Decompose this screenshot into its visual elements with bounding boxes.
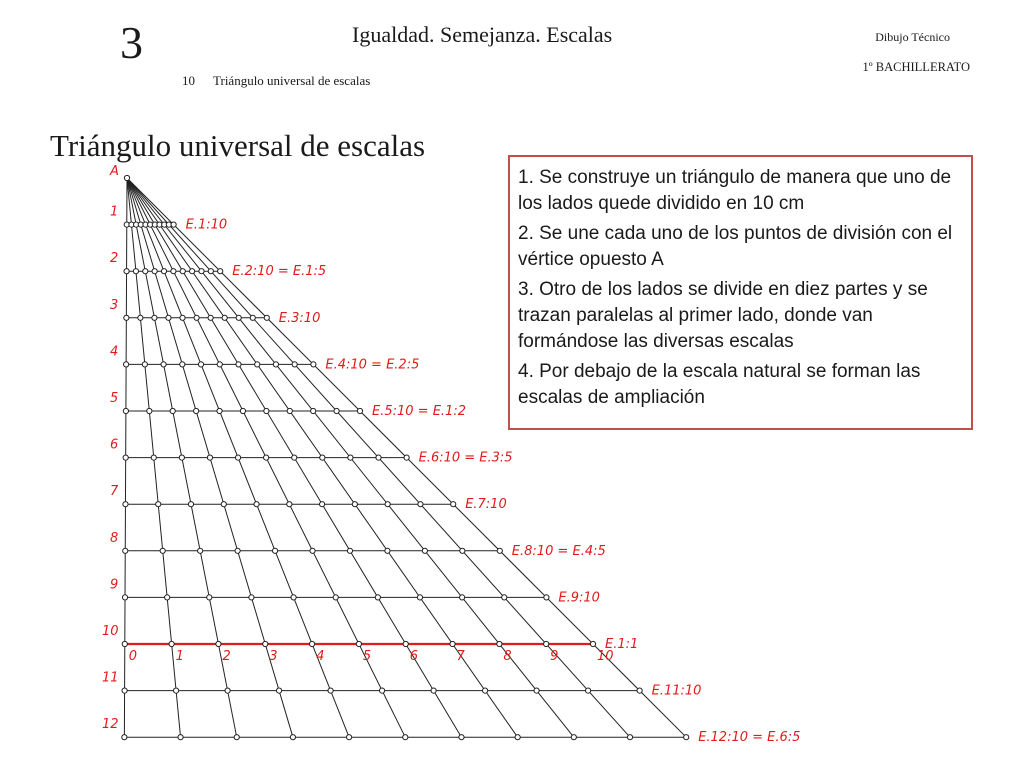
division-node — [348, 455, 353, 460]
division-node — [451, 502, 456, 507]
apex-label: A — [110, 164, 119, 179]
division-node — [311, 362, 316, 367]
division-node — [544, 641, 549, 646]
division-node — [151, 455, 156, 460]
division-node — [356, 641, 361, 646]
division-node — [166, 315, 171, 320]
row-number-label: 12 — [102, 717, 119, 733]
division-node — [122, 641, 127, 646]
row-number-label: 11 — [102, 670, 119, 686]
division-node — [188, 502, 193, 507]
division-label: 8 — [503, 649, 512, 664]
division-node — [334, 408, 339, 413]
division-node — [403, 735, 408, 740]
division-node — [346, 735, 351, 740]
row-number-label: 1 — [110, 204, 119, 220]
division-node — [194, 315, 199, 320]
division-node — [482, 688, 487, 693]
division-node — [165, 595, 170, 600]
division-node — [418, 502, 423, 507]
division-node — [347, 548, 352, 553]
division-node — [161, 362, 166, 367]
division-node — [142, 362, 147, 367]
division-label: 7 — [456, 649, 465, 664]
division-node — [235, 548, 240, 553]
division-node — [152, 315, 157, 320]
division-node — [143, 269, 148, 274]
lesson-number: 10 — [182, 73, 195, 88]
step-2: 2. Se une cada uno de los puntos de división con el vértice opuesto A — [518, 223, 953, 270]
division-node — [152, 269, 157, 274]
division-node — [497, 641, 502, 646]
division-node — [236, 362, 241, 367]
division-node — [450, 641, 455, 646]
division-node — [273, 362, 278, 367]
unit-title: Igualdad. Semejanza. Escalas — [352, 22, 613, 47]
division-node — [287, 408, 292, 413]
division-node — [310, 548, 315, 553]
division-node — [236, 315, 241, 320]
division-label: 2 — [222, 649, 231, 664]
division-node — [311, 408, 316, 413]
row-number-label: 3 — [110, 297, 119, 313]
division-node — [161, 269, 166, 274]
division-node — [180, 362, 185, 367]
division-node — [217, 362, 222, 367]
division-node — [264, 455, 269, 460]
division-node — [138, 315, 143, 320]
row-number-label: 10 — [102, 624, 119, 639]
division-node — [218, 269, 223, 274]
division-node — [385, 502, 390, 507]
division-node — [190, 269, 195, 274]
division-label: 3 — [269, 649, 278, 664]
division-node — [207, 455, 212, 460]
division-node — [684, 735, 689, 740]
division-node — [235, 455, 240, 460]
division-label: 10 — [597, 649, 614, 664]
division-label: 1 — [175, 649, 184, 664]
scale-label: E.12:10 = E.6:5 — [698, 730, 801, 746]
division-node — [240, 408, 245, 413]
division-node — [199, 269, 204, 274]
division-node — [320, 455, 325, 460]
division-node — [208, 269, 213, 274]
page-title: Triángulo universal de escalas — [50, 128, 426, 163]
apex-node — [124, 175, 129, 180]
division-node — [180, 269, 185, 274]
division-node — [133, 269, 138, 274]
row-number-label: 7 — [110, 484, 119, 500]
division-node — [309, 641, 314, 646]
scale-label: E.11:10 — [651, 683, 702, 699]
division-node — [357, 408, 362, 413]
division-node — [272, 548, 277, 553]
division-node — [216, 641, 221, 646]
division-node — [123, 502, 128, 507]
row-number-label: 9 — [110, 577, 119, 593]
division-node — [179, 455, 184, 460]
division-node — [160, 548, 165, 553]
division-node — [123, 455, 128, 460]
division-node — [431, 688, 436, 693]
scale-label: E.2:10 = E.1:5 — [232, 264, 327, 280]
steps-box — [508, 155, 973, 430]
division-node — [171, 269, 176, 274]
division-label: 0 — [128, 649, 138, 664]
division-node — [234, 735, 239, 740]
scale-label: E.1:10 — [185, 217, 228, 233]
division-node — [250, 315, 255, 320]
division-node — [124, 315, 129, 320]
division-node — [515, 735, 520, 740]
scale-label: E.7:10 — [465, 497, 507, 513]
division-node — [459, 735, 464, 740]
scale-label: E.9:10 — [558, 590, 600, 606]
row-number-label: 2 — [110, 251, 119, 267]
division-node — [333, 595, 338, 600]
division-node — [534, 688, 539, 693]
division-node — [222, 315, 227, 320]
step-4: 4. Por debajo de la escala natural se forman las escalas de ampliación — [518, 361, 921, 408]
division-node — [376, 455, 381, 460]
division-node — [194, 408, 199, 413]
division-node — [375, 595, 380, 600]
scale-label: E.6:10 = E.3:5 — [418, 450, 513, 466]
division-node — [217, 408, 222, 413]
scale-label: E.8:10 = E.4:5 — [511, 543, 606, 559]
division-node — [585, 688, 590, 693]
division-node — [124, 362, 129, 367]
division-node — [292, 362, 297, 367]
scale-label: E.4:10 = E.2:5 — [325, 357, 420, 373]
division-node — [637, 688, 642, 693]
row-number-label: 5 — [110, 391, 119, 406]
row-number-label: 6 — [110, 437, 119, 453]
division-node — [208, 315, 213, 320]
course-label: 1º BACHILLERATO — [862, 60, 970, 74]
division-node — [178, 735, 183, 740]
scale-label: E.1:1 — [605, 637, 639, 652]
division-node — [292, 455, 297, 460]
division-node — [198, 362, 203, 367]
division-node — [254, 502, 259, 507]
row-number-label: 8 — [110, 530, 119, 546]
division-node — [385, 548, 390, 553]
division-node — [170, 408, 175, 413]
division-node — [147, 408, 152, 413]
division-node — [627, 735, 632, 740]
division-label: 5 — [362, 649, 372, 664]
division-node — [379, 688, 384, 693]
division-node — [403, 641, 408, 646]
division-node — [249, 595, 254, 600]
division-node — [122, 735, 127, 740]
division-node — [255, 362, 260, 367]
division-node — [180, 315, 185, 320]
division-node — [225, 688, 230, 693]
lesson-title: Triángulo universal de escalas — [213, 73, 371, 88]
scale-label: E.5:10 = E.1:2 — [372, 404, 466, 419]
division-node — [417, 595, 422, 600]
division-node — [276, 688, 281, 693]
subject-label: Dibujo Técnico — [875, 30, 950, 44]
division-node — [122, 688, 127, 693]
division-node — [544, 595, 549, 600]
step-3: 3. Otro de los lados se divide en diez partes y se trazan paralelas al primer lado, donde van formándose las diversas escalas — [518, 279, 928, 352]
row-number-label: 4 — [110, 344, 119, 360]
division-node — [328, 688, 333, 693]
division-node — [422, 548, 427, 553]
division-label: 6 — [409, 649, 419, 664]
division-node — [156, 502, 161, 507]
division-node — [198, 548, 203, 553]
division-label: 9 — [550, 649, 559, 664]
division-node — [221, 502, 226, 507]
division-node — [263, 641, 268, 646]
division-node — [320, 502, 325, 507]
division-node — [287, 502, 292, 507]
division-node — [352, 502, 357, 507]
division-node — [497, 548, 502, 553]
division-node — [291, 595, 296, 600]
division-node — [173, 688, 178, 693]
division-node — [124, 269, 129, 274]
division-node — [460, 548, 465, 553]
division-node — [571, 735, 576, 740]
division-node — [502, 595, 507, 600]
division-node — [264, 315, 269, 320]
division-node — [123, 408, 128, 413]
division-label: 4 — [316, 649, 325, 664]
division-node — [122, 595, 127, 600]
chapter-number: 3 — [120, 17, 143, 68]
division-node — [590, 641, 595, 646]
division-node — [404, 455, 409, 460]
division-node — [123, 548, 128, 553]
step-1: 1. Se construye un triángulo de manera que uno de los lados quede dividido en 10 cm — [518, 167, 952, 214]
division-node — [171, 222, 176, 227]
division-node — [207, 595, 212, 600]
division-node — [264, 408, 269, 413]
scale-label: E.3:10 — [278, 310, 321, 326]
division-node — [460, 595, 465, 600]
division-node — [169, 641, 174, 646]
division-node — [290, 735, 295, 740]
